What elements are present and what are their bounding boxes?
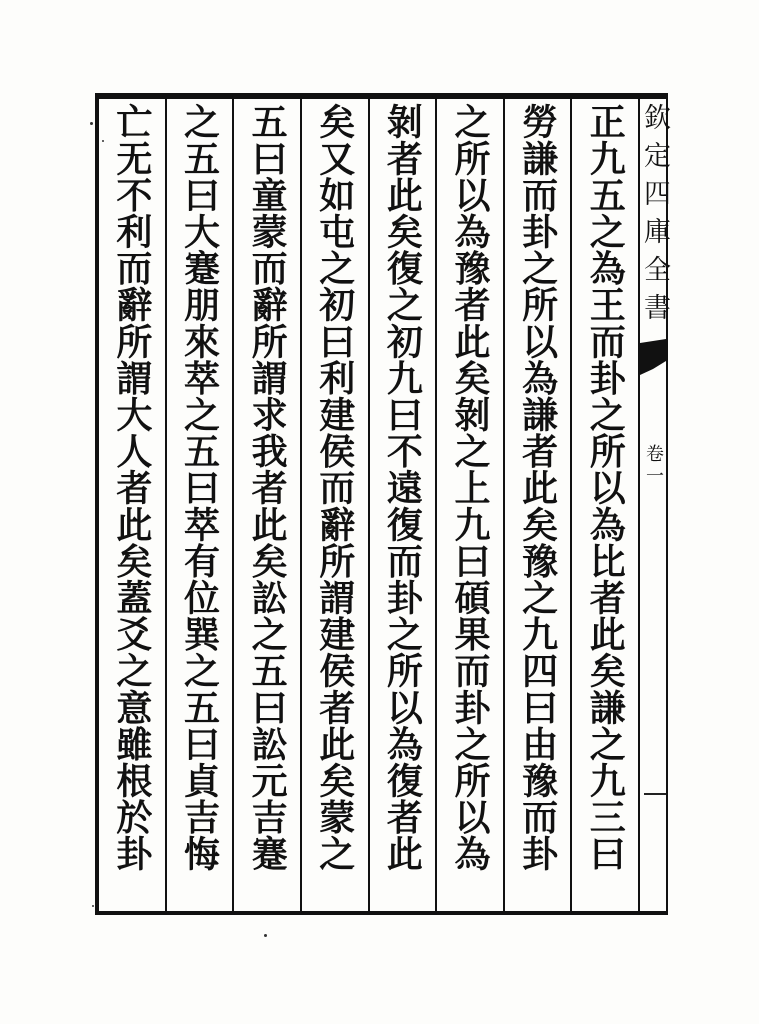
column-text: 之五曰大蹇朋來萃之五曰萃有位巽之五曰貞吉悔: [178, 103, 221, 872]
text-column-2: [503, 99, 571, 911]
column-text: 亡无不利而辭所謂大人者此矣蓋爻之意雖根於卦: [110, 103, 153, 872]
scan-speck: [264, 934, 267, 937]
volume-label: 卷一: [643, 444, 664, 488]
scan-speck: [102, 140, 104, 142]
scan-speck: [90, 122, 93, 125]
text-frame: [95, 93, 668, 915]
column-text: 五曰童蒙而辭所謂求我者此矣訟之五曰訟元吉蹇: [246, 103, 289, 872]
text-column-7: [165, 99, 233, 911]
fishtail-mark-icon: [640, 339, 666, 375]
book-title: 欽定四庫全書: [639, 103, 670, 331]
scan-speck: [92, 905, 94, 907]
text-column-3: [435, 99, 503, 911]
column-text: 矣又如屯之初曰利建侯而辭所謂建侯者此矣蒙之: [313, 103, 356, 872]
column-text: 勞謙而卦之所以為謙者此矣豫之九四曰由豫而卦: [516, 103, 559, 872]
column-text: 之所以為豫者此矣剝之上九曰碩果而卦之所以為: [448, 103, 491, 872]
text-column-5: [300, 99, 368, 911]
text-column-8: [99, 99, 165, 911]
column-text: 正九五之為王而卦之所以為比者此矣謙之九三曰: [584, 103, 627, 872]
text-column-1: [570, 99, 638, 911]
column-text: 剝者此矣復之初九曰不遠復而卦之所以為復者此: [381, 103, 424, 872]
text-columns: [99, 99, 638, 911]
text-column-4: [368, 99, 436, 911]
page-margin-strip: [638, 99, 670, 911]
text-column-6: [232, 99, 300, 911]
leaf-mark: [644, 793, 666, 795]
